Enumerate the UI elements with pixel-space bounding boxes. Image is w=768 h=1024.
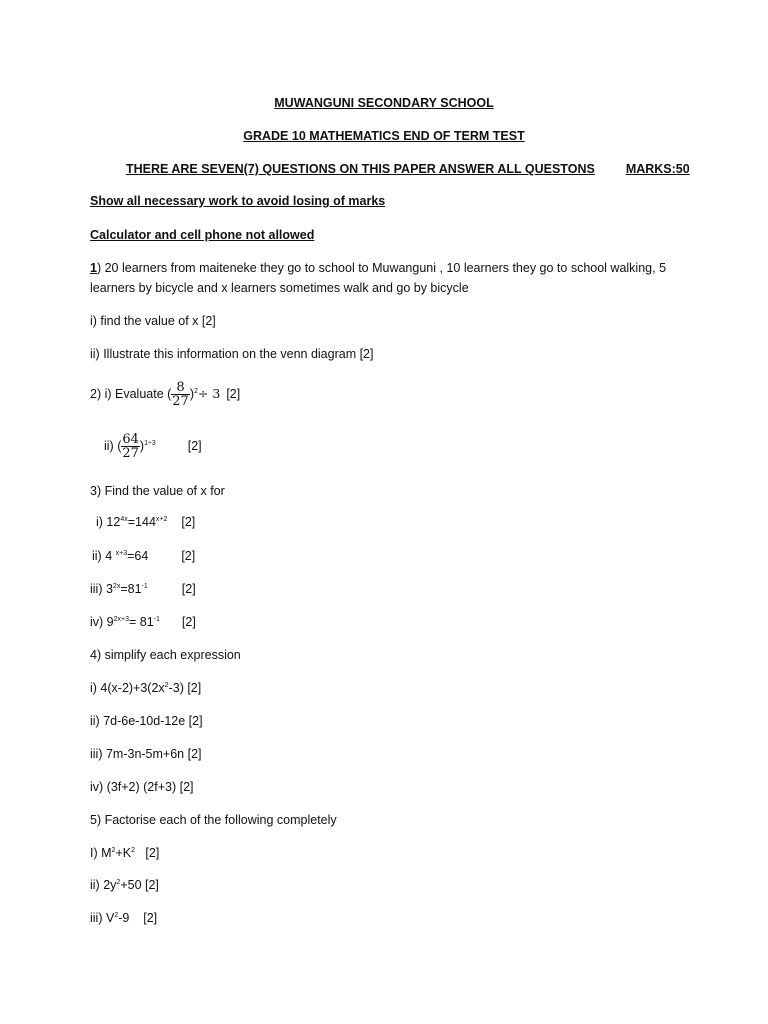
q4-part-i [90,680,201,696]
q1-part-i: i) find the value of x [2] [90,314,216,328]
q2-ii-label: ii) ( [104,439,122,453]
q2-ii-exponent: 1÷3 [144,439,156,447]
q3-iii-marks: [2] [181,582,196,596]
q5-part-ii [90,877,159,893]
q3-iv-rhs: = 81 [129,615,154,629]
q3-iii-exp2: -1 [141,582,148,590]
q3-i-rhs: =144 [127,515,156,529]
questions-note-text: THERE ARE SEVEN(7) QUESTIONS ON THIS PAPER ANSWER ALL QUESTONS [126,162,595,176]
q4-i-text-b: -3) [2] [168,681,202,695]
instruction-no-calculator: Calculator and cell phone not allowed [90,228,315,242]
q4-i-exp: 2 [164,681,169,689]
marks-total: MARKS:50 [625,162,690,176]
q3-iii-exp1: 2x [112,582,121,590]
q5-iii-text-b: -9 [2] [118,911,158,925]
q2-ii-close: ) [139,439,145,453]
q5-i-marks: [2] [134,846,160,860]
q5-ii-text-b: +50 [2] [120,878,159,892]
q3-i-exp2: x+2 [155,515,168,523]
q4-title: 4) simplify each expression [90,648,241,662]
q3-ii-rhs: =64 [127,549,149,563]
q2-i-marks: [2] [226,387,241,401]
q2-i-denominator: 27 [172,394,189,410]
q3-ii-marks: [2] [181,549,196,563]
q3-ii-exp1: x+3 [115,549,128,557]
q5-i-text-b: +K [115,846,132,860]
q3-iii-base: iii) 3 [90,582,113,596]
q3-i-marks: [2] [181,515,196,529]
q3-part-ii [92,548,195,564]
q3-iii-rhs: =81 [120,582,142,596]
q2-i-close: ) [189,387,194,401]
q3-ii-base: ii) 4 [92,549,116,563]
q5-title: 5) Factorise each of the following completely [90,813,337,827]
q1-part-ii: ii) Illustrate this information on the venn diagram [2] [90,347,374,361]
q2-ii-numerator: 64 [122,432,139,448]
q5-i-exp2: 2 [131,846,135,854]
q2-part-ii [104,429,202,463]
q3-part-i [96,514,195,530]
test-title: GRADE 10 MATHEMATICS END OF TERM TEST [243,129,525,143]
q5-ii-text-a: ii) 2y [90,878,117,892]
q5-iii-text-a: iii) V [90,911,115,925]
q1-text-line1 [90,260,666,276]
q2-ii-marks: [2] [187,439,202,453]
q5-ii-exp: 2 [116,878,121,886]
q3-iv-marks: [2] [181,615,196,629]
q2-part-i [90,377,240,411]
q1-text-line2: learners by bicycle and x learners sometimes walk and go by bicycle [90,281,469,295]
q3-iv-exp2: -1 [153,615,160,623]
q4-part-iv: iv) (3f+2) (2f+3) [2] [90,780,194,794]
q2-ii-fraction [121,433,140,460]
q1-number: 1 [90,261,97,275]
q2-i-exponent: 2 [194,387,198,395]
q4-part-iii: iii) 7m-3n-5m+6n [2] [90,747,202,761]
q3-iv-exp1: 2x+3 [113,615,129,623]
q2-i-numerator: 8 [176,380,185,396]
q2-i-rest: ÷ 3 [197,386,221,401]
q2-ii-denominator: 27 [122,446,139,462]
q5-i-exp1: 2 [111,846,116,854]
q3-part-iv [90,614,196,630]
q5-part-i [90,845,159,861]
instruction-show-work: Show all necessary work to avoid losing of marks [90,194,386,208]
q2-i-label: 2) i) Evaluate ( [90,387,172,401]
school-name: MUWANGUNI SECONDARY SCHOOL [274,96,494,110]
q4-part-ii: ii) 7d-6e-10d-12e [2] [90,714,203,728]
q3-iv-base: iv) 9 [90,615,114,629]
q3-i-base: i) 12 [96,515,121,529]
q3-title: 3) Find the value of x for [90,484,225,498]
q2-i-fraction [171,381,190,408]
q5-i-text-a: I) M [90,846,112,860]
q5-iii-exp: 2 [114,911,119,919]
q3-i-exp1: 4x [120,515,128,523]
q3-part-iii [90,581,196,597]
q1-text-a: ) 20 learners from maiteneke they go to school to Muwanguni , 10 learners they go to school walking, 5 [96,261,667,275]
questions-note [126,161,690,177]
q5-part-iii [90,910,157,926]
q4-i-text-a: i) 4(x-2)+3(2x [90,681,165,695]
